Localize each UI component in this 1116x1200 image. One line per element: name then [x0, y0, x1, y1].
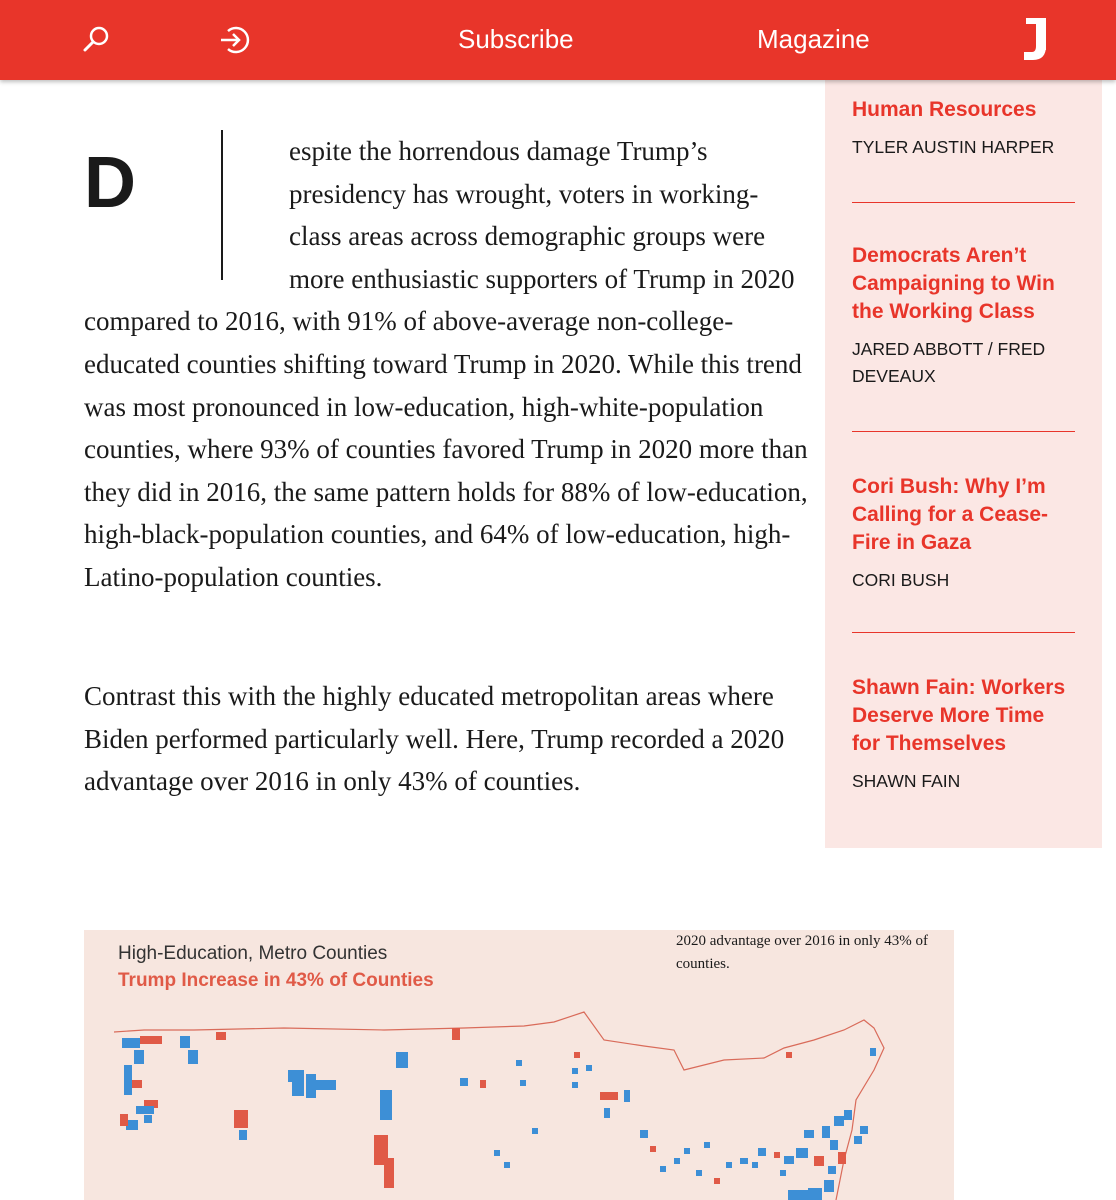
county-patch [752, 1162, 758, 1168]
county-patch [234, 1110, 248, 1128]
story-title[interactable]: Cori Bush: Why I’m Calling for a Cease-Fire in Gaza [852, 475, 1049, 554]
county-patch [758, 1148, 766, 1156]
story-author: CORI BUSH [852, 570, 950, 590]
county-patch [650, 1146, 656, 1152]
related-story[interactable] [852, 96, 1077, 161]
county-patch [834, 1116, 844, 1126]
county-patch [180, 1036, 190, 1048]
story-author: TYLER AUSTIN HARPER [852, 137, 1055, 157]
map-note: 2020 advantage over 2016 in only 43% of counties. [676, 933, 929, 972]
related-story[interactable] [852, 242, 1077, 390]
county-patch [788, 1190, 808, 1200]
story-divider [852, 431, 1075, 432]
related-story[interactable] [852, 473, 1077, 594]
site-header [0, 0, 1116, 80]
county-patch [714, 1178, 720, 1184]
county-patch [822, 1126, 830, 1138]
article-paragraph-1-text: espite the horrendous damage Trump’s presidency has wrought, voters in working-class areas across demographic groups were more enthusiastic supporters of Trump in 2020 compared to 2016, with 91% of above-average non-college-educated counties shifting toward Trump in 2020. While this trend was most pronounced in low-education, high-white-population counties, where 93% of counties favored Trump in 2020 more than they did in 2016, the same pattern holds for 88% of low-education, high-black-population counties, and 64% of low-education, high-Latino-population counties. [84, 136, 808, 592]
county-patch [124, 1065, 132, 1095]
jacobin-logo-icon[interactable] [1018, 18, 1052, 62]
county-patch [660, 1166, 666, 1172]
county-patch [516, 1060, 522, 1066]
subscribe-link[interactable]: Subscribe [458, 24, 574, 54]
county-patch [600, 1092, 618, 1100]
story-author: SHAWN FAIN [852, 771, 961, 791]
county-patch [640, 1130, 648, 1138]
search-icon[interactable] [78, 22, 114, 58]
article-paragraph-1 [84, 130, 809, 599]
map-title: High-Education, Metro Counties [118, 943, 388, 964]
county-patch [674, 1158, 680, 1164]
county-patch [122, 1038, 140, 1048]
story-divider [852, 632, 1075, 633]
county-patch [774, 1152, 780, 1158]
county-patch [824, 1180, 834, 1192]
county-patch [828, 1166, 836, 1174]
county-patch [188, 1050, 198, 1064]
related-story[interactable] [852, 674, 1077, 795]
article-paragraph-2: Contrast this with the highly educated metropolitan areas where Biden performed particularly well. Here, Trump recorded a 2020 advantage over 2016 in only 43% of counties. [84, 681, 785, 797]
magazine-link[interactable]: Magazine [757, 24, 870, 54]
county-patch [574, 1052, 580, 1058]
us-outline [114, 1012, 884, 1200]
county-patch [144, 1115, 152, 1123]
county-patch [780, 1170, 786, 1176]
county-patch [624, 1090, 630, 1102]
county-patch [384, 1158, 394, 1188]
county-patch [132, 1080, 142, 1088]
county-patch [134, 1050, 144, 1064]
county-patch [239, 1130, 247, 1140]
county-patch [216, 1032, 226, 1040]
county-patch [854, 1136, 862, 1144]
county-patch [696, 1170, 702, 1176]
county-patch [380, 1090, 392, 1120]
county-patch [288, 1070, 304, 1082]
login-icon[interactable] [217, 22, 253, 58]
county-patch [572, 1068, 578, 1074]
county-patch [504, 1162, 510, 1168]
county-map-figure [84, 930, 954, 1200]
county-patch [572, 1082, 578, 1088]
county-patch [784, 1156, 794, 1164]
county-patch [532, 1128, 538, 1134]
story-title[interactable]: Democrats Aren’t Campaigning to Win the Working Class [852, 244, 1055, 323]
county-patch [314, 1080, 336, 1090]
county-patch [396, 1052, 408, 1068]
county-patch [796, 1148, 808, 1158]
story-author: JARED ABBOTT / FRED DEVEAUX [852, 339, 1046, 386]
county-patch [860, 1126, 868, 1134]
county-patch [136, 1106, 154, 1114]
county-patch [460, 1078, 468, 1086]
county-patch [480, 1080, 486, 1088]
county-patch [740, 1158, 748, 1164]
county-patch [704, 1142, 710, 1148]
county-patch [120, 1114, 128, 1126]
county-patch [786, 1052, 792, 1058]
county-patch [808, 1188, 822, 1200]
county-patch [452, 1028, 460, 1040]
county-patch [814, 1156, 824, 1166]
related-stories-sidebar [825, 80, 1102, 848]
county-patch [838, 1152, 846, 1164]
drop-cap-spacer [84, 130, 289, 286]
county-patch [870, 1048, 876, 1056]
county-patch [494, 1150, 500, 1156]
county-patch [844, 1110, 852, 1120]
us-county-map [84, 930, 954, 1200]
county-patch [520, 1080, 526, 1086]
county-marks [120, 1028, 876, 1200]
county-patch [586, 1065, 592, 1071]
drop-cap: D [84, 143, 136, 223]
county-patch [140, 1036, 162, 1044]
county-patch [804, 1130, 814, 1138]
county-patch [604, 1108, 610, 1118]
story-divider [852, 202, 1075, 203]
county-patch [292, 1082, 304, 1096]
county-patch [830, 1140, 838, 1150]
story-title[interactable]: Shawn Fain: Workers Deserve More Time for Themselves [852, 676, 1066, 755]
story-title[interactable]: Human Resources [852, 98, 1037, 121]
county-patch [726, 1162, 732, 1168]
map-subtitle: Trump Increase in 43% of Counties [118, 970, 434, 991]
county-patch [684, 1148, 690, 1154]
